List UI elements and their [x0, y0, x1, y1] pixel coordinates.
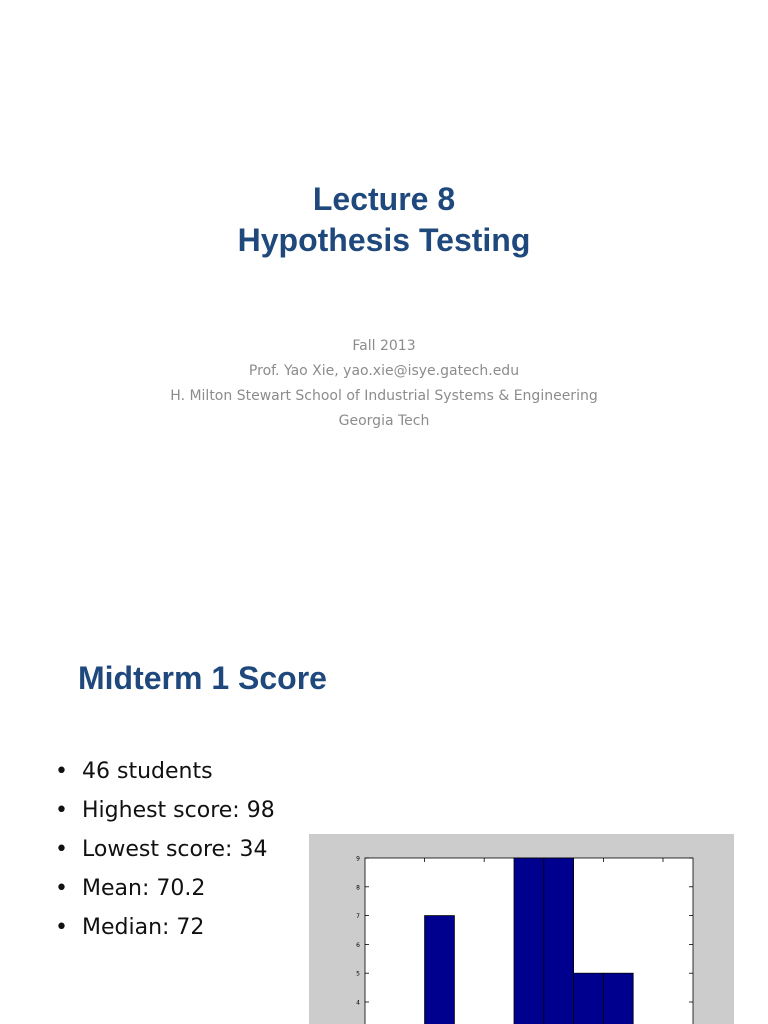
term-label: Fall 2013: [352, 338, 416, 354]
lecture-title: Hypothesis Testing: [237, 222, 531, 258]
stat-text: Mean: 70.2: [82, 876, 206, 901]
stat-text: Lowest score: 34: [82, 837, 268, 862]
bullet-dot: •: [55, 837, 68, 862]
stat-item: [55, 791, 275, 830]
stat-text: Median: 72: [82, 915, 205, 940]
stat-item: [55, 752, 275, 791]
bullet-dot: •: [55, 915, 68, 940]
instructor-line: Prof. Yao Xie, yao.xie@isye.gatech.edu: [248, 363, 520, 379]
bullet-dot: •: [55, 798, 68, 823]
stat-text: 46 students: [82, 759, 213, 784]
school-line: H. Milton Stewart School of Industrial Systems & Engineering: [170, 388, 598, 404]
y-tick-label: 7: [356, 913, 360, 921]
histogram-bar: [603, 973, 633, 1024]
y-tick-label: 6: [356, 941, 360, 949]
stat-text: Highest score: 98: [82, 798, 275, 823]
lecture-number: Lecture 8: [312, 181, 456, 217]
histogram-bar: [544, 858, 574, 1024]
y-tick-label: 5: [356, 970, 360, 978]
histogram-bar: [514, 858, 544, 1024]
y-tick-label: 4: [356, 999, 360, 1007]
bullet-dot: •: [55, 876, 68, 901]
y-tick-label: 8: [356, 884, 360, 892]
histogram-panel: [309, 834, 734, 1024]
y-tick-label: 9: [356, 855, 360, 863]
stat-item: [55, 869, 275, 908]
histogram-bar: [574, 973, 604, 1024]
score-slide: [0, 576, 768, 1024]
stats-list: [55, 752, 275, 947]
institution-line: Georgia Tech: [338, 413, 430, 429]
histogram-bar: [425, 916, 455, 1024]
slide-heading: Midterm 1 Score: [78, 660, 327, 696]
stat-item: [55, 830, 275, 869]
bullet-dot: •: [55, 759, 68, 784]
score-histogram: [309, 834, 734, 1024]
stat-item: [55, 908, 275, 947]
